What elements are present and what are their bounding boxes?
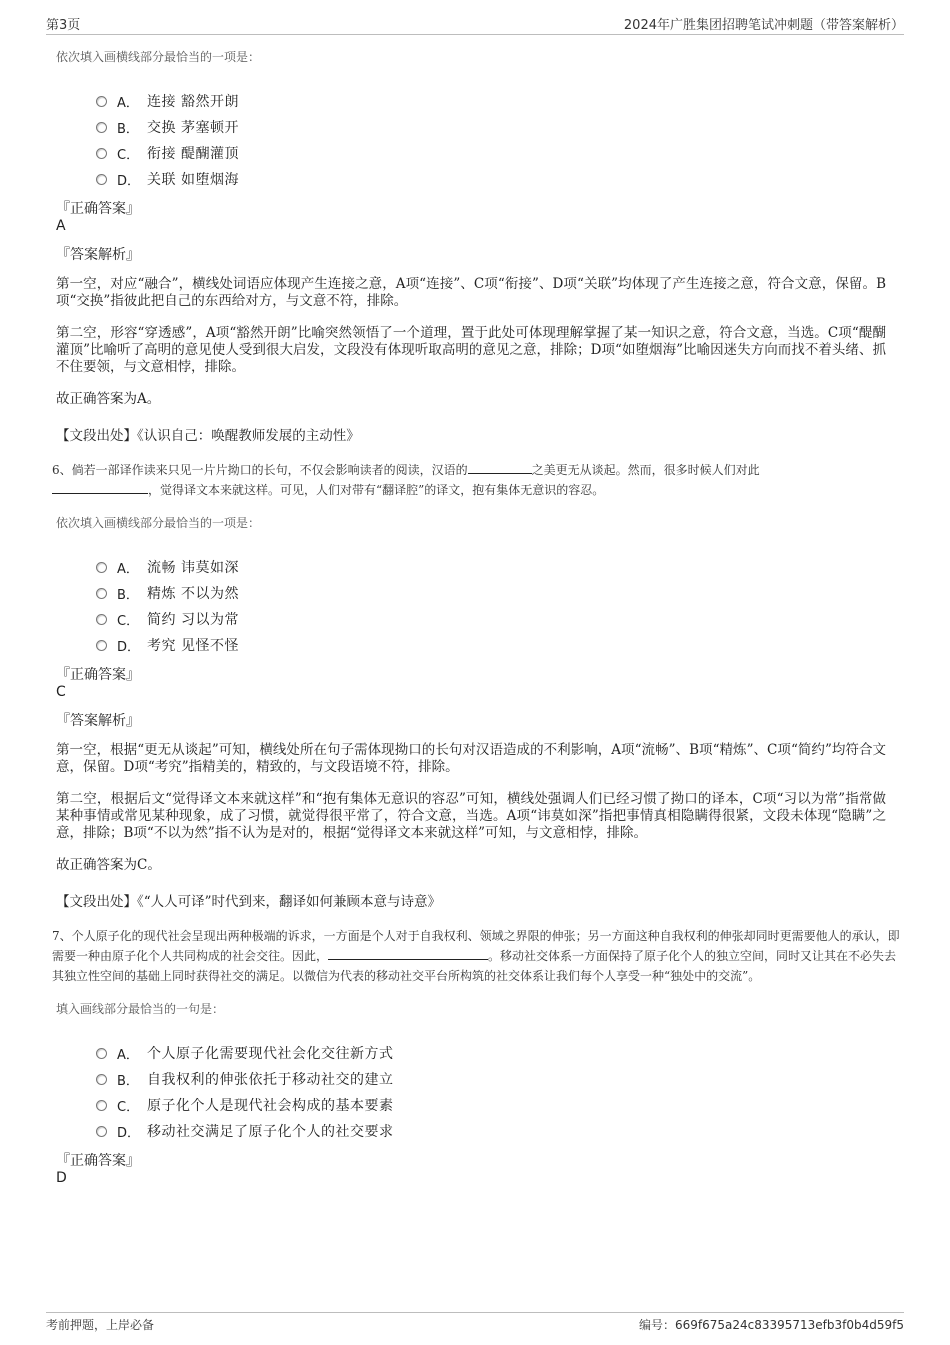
option-text: 原子化个人是现代社会构成的基本要素 — [147, 1098, 394, 1114]
document-title: 2024年广胜集团招聘笔试冲刺题（带答案解析） — [623, 18, 904, 33]
q5-option-a[interactable] — [96, 88, 906, 114]
radio-icon[interactable] — [96, 1100, 107, 1111]
option-text: 移动社交满足了原子化个人的社交要求 — [147, 1124, 394, 1140]
q5-option-c[interactable] — [96, 140, 906, 166]
q6-analysis-2: 第二空，根据后文“觉得译文本来就这样”和“抱有集体无意识的容忍”可知，横线处强调人们已经习惯了拗口的译本，C项“习以为常”指常做某种事情或常见某种现象，成了习惯，就觉得很平常了，符合文意，当选。A项“讳莫如深”指把事情真相隐瞒得很紧，文段未体现“隐瞒”之意，排除；B项“不以为然”指不认为是对的，根据“觉得译文本来就这样”可知，与文意相悖，排除。 — [56, 791, 886, 841]
q6-option-c[interactable] — [96, 606, 906, 632]
document-id: 编号：669f675a24c83395713efb3f0b4d59f5 — [638, 1318, 904, 1332]
option-text: 精炼 不以为然 — [147, 586, 239, 602]
q5-answer-label: 『正确答案』 — [56, 201, 140, 217]
q7-answer: D — [56, 1170, 67, 1186]
radio-icon[interactable] — [96, 148, 107, 159]
option-letter: A． — [117, 561, 139, 577]
q7-stem — [52, 926, 902, 986]
q6-analysis-1: 第一空，根据“更无从谈起”可知，横线处所在句子需体现拗口的长句对汉语造成的不利影响，A项“流畅”、B项“精炼”、C项“简约”均符合文意，保留。D项“考究”指精美的，精致的，与文段语境不符，排除。 — [56, 742, 886, 775]
footer-slogan: 考前押题，上岸必备 — [46, 1318, 155, 1332]
radio-icon[interactable] — [96, 96, 107, 107]
option-letter: A． — [117, 95, 139, 111]
option-text: 流畅 讳莫如深 — [147, 560, 239, 576]
option-letter: C． — [117, 147, 140, 163]
q6-answer: C — [56, 684, 66, 700]
option-letter: C． — [117, 1099, 140, 1115]
q5-analysis-label: 『答案解析』 — [56, 247, 140, 263]
q5-analysis-3: 故正确答案为A。 — [56, 391, 161, 407]
radio-icon[interactable] — [96, 640, 107, 651]
option-text: 交换 茅塞顿开 — [147, 120, 239, 136]
q6-blank-2 — [52, 481, 148, 494]
q6-option-d[interactable] — [96, 632, 906, 658]
option-letter: B． — [117, 587, 139, 603]
q6-prompt: 依次填入画横线部分最恰当的一项是： — [56, 516, 261, 530]
radio-icon[interactable] — [96, 174, 107, 185]
q5-analysis-2: 第二空，形容“穿透感”，A项“豁然开朗”比喻突然领悟了一个道理，置于此处可体现理解掌握了某一知识之意，符合文意，当选。C项“醍醐灌顶”比喻听了高明的意见使人受到很大启发，文段没有体现听取高明的意见之意，排除；D项“如堕烟海”比喻因迷失方向而找不着头绪、抓不住要领，与文意相悖，排除。 — [56, 325, 886, 375]
q5-answer: A — [56, 218, 66, 234]
radio-icon[interactable] — [96, 1048, 107, 1059]
radio-icon[interactable] — [96, 1126, 107, 1137]
q7-options — [96, 1040, 906, 1144]
page-header — [46, 12, 904, 35]
option-text: 关联 如堕烟海 — [147, 172, 239, 188]
option-text: 个人原子化需要现代社会化交往新方式 — [147, 1046, 394, 1062]
q7-option-a[interactable] — [96, 1040, 906, 1066]
q6-stem-part: ，觉得译文本来就这样。可见，人们对带有“翻译腔”的译文，抱有集体无意识的容忍。 — [148, 483, 605, 497]
q7-prompt: 填入画线部分最恰当的一句是： — [56, 1002, 225, 1016]
q6-answer-label: 『正确答案』 — [56, 667, 140, 683]
q6-option-a[interactable] — [96, 554, 906, 580]
radio-icon[interactable] — [96, 1074, 107, 1085]
option-text: 考究 见怪不怪 — [147, 638, 239, 654]
q5-option-d[interactable] — [96, 166, 906, 192]
option-letter: B． — [117, 121, 139, 137]
q6-stem-part: 之美更无从谈起。然而，很多时候人们对此 — [531, 463, 760, 477]
q7-option-c[interactable] — [96, 1092, 906, 1118]
q7-option-b[interactable] — [96, 1066, 906, 1092]
q5-analysis-1: 第一空，对应“融合”，横线处词语应体现产生连接之意，A项“连接”、C项“衔接”、D项“关联”均体现了产生连接之意，符合文意，保留。B项“交换”指彼此把自己的东西给对方，与文意不符，排除。 — [56, 276, 886, 309]
option-letter: D． — [117, 639, 141, 655]
q5-option-b[interactable] — [96, 114, 906, 140]
page-footer — [46, 1312, 904, 1337]
q6-stem — [52, 460, 902, 500]
option-letter: A． — [117, 1047, 139, 1063]
option-text: 衔接 醍醐灌顶 — [147, 146, 239, 162]
radio-icon[interactable] — [96, 122, 107, 133]
q6-source: 【文段出处】《“人人可译”时代到来，翻译如何兼顾本意与诗意》 — [56, 894, 442, 910]
radio-icon[interactable] — [96, 562, 107, 573]
radio-icon[interactable] — [96, 614, 107, 625]
page-number: 第3页 — [46, 18, 81, 33]
option-text: 连接 豁然开朗 — [147, 94, 239, 110]
radio-icon[interactable] — [96, 588, 107, 599]
q7-answer-label: 『正确答案』 — [56, 1153, 140, 1169]
q7-stem-part: 。移动社交体系一方面保持了原子化个人的独立空间，同时又让其在不必失去其独立性空间的基础上同时获得社交的满足。以微信为代表的移动社交平台所构筑的社交体系让我们每个人享受一种“独处中的交流”。 — [52, 949, 897, 983]
option-letter: B． — [117, 1073, 139, 1089]
q6-options — [96, 554, 906, 658]
q7-option-d[interactable] — [96, 1118, 906, 1144]
option-letter: D． — [117, 1125, 141, 1141]
q6-analysis-3: 故正确答案为C。 — [56, 857, 161, 873]
option-letter: D． — [117, 173, 141, 189]
q7-stem-part: 7、个人原子化的现代社会呈现出两种极端的诉求，一方面是个人对于自我权利、领域之界限的伸张；另一方面这种自我权利的伸张却同时更需要他人的承认，即需要一种由原子化个人共同构成的社会交往。因此， — [52, 929, 900, 963]
q6-option-b[interactable] — [96, 580, 906, 606]
option-text: 简约 习以为常 — [147, 612, 239, 628]
page-content — [46, 40, 906, 1190]
q5-options — [96, 88, 906, 192]
option-text: 自我权利的伸张依托于移动社交的建立 — [147, 1072, 394, 1088]
q6-stem-part: 6、倘若一部译作读来只见一片片拗口的长句，不仅会影响读者的阅读，汉语的 — [52, 463, 468, 477]
q5-prompt: 依次填入画横线部分最恰当的一项是： — [56, 50, 261, 64]
q5-source: 【文段出处】《认识自己：唤醒教师发展的主动性》 — [56, 428, 360, 444]
q6-blank-1 — [468, 461, 532, 474]
option-letter: C． — [117, 613, 140, 629]
q7-blank — [328, 947, 488, 960]
q6-analysis-label: 『答案解析』 — [56, 713, 140, 729]
